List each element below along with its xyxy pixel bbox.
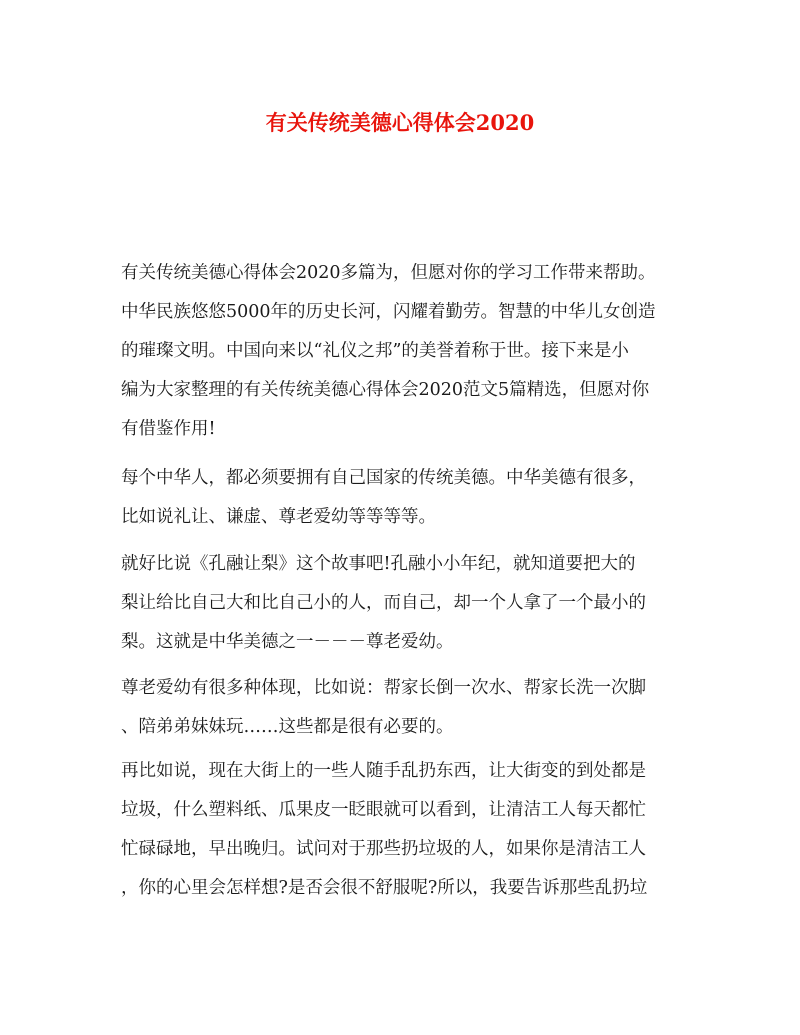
body-line: 有借鉴作用! — [121, 419, 216, 439]
body-line: 、陪弟弟妹妹玩……这些都是很有必要的。 — [121, 717, 454, 737]
body-line: 的璀璨文明。中国向来以“礼仪之邦”的美誉着称于世。接下来是小 — [121, 341, 629, 361]
document-title: 有关传统美德心得体会2020 — [265, 110, 535, 135]
body-line: 忙碌碌地，早出晚归。试问对于那些扔垃圾的人，如果你是清洁工人 — [121, 839, 646, 859]
body-line: 中华民族悠悠5000年的历史长河，闪耀着勤劳。智慧的中华儿女创造 — [121, 302, 656, 322]
body-line: 梨。这就是中华美德之一－－－尊老爱幼。 — [121, 632, 454, 652]
body-line: 再比如说，现在大街上的一些人随手乱扔东西，让大街变的到处都是 — [121, 761, 646, 781]
body-line: 就好比说《孔融让梨》这个故事吧!孔融小小年纪，就知道要把大的 — [121, 554, 636, 574]
body-line: 垃圾，什么塑料纸、瓜果皮一眨眼就可以看到，让清洁工人每天都忙 — [121, 800, 646, 820]
body-line: ，你的心里会怎样想?是否会很不舒服呢?所以，我要告诉那些乱扔垃 — [121, 878, 648, 898]
body-line: 编为大家整理的有关传统美德心得体会2020范文5篇精选，但愿对你 — [121, 380, 650, 400]
body-line: 梨让给比自己大和比自己小的人，而自己，却一个人拿了一个最小的 — [121, 593, 646, 613]
body-line: 尊老爱幼有很多种体现，比如说：帮家长倒一次水、帮家长洗一次脚 — [121, 678, 646, 698]
body-line: 比如说礼让、谦虚、尊老爱幼等等等等。 — [121, 507, 436, 527]
body-line: 有关传统美德心得体会2020多篇为，但愿对你的学习工作带来帮助。 — [121, 263, 656, 283]
body-line: 每个中华人，都必须要拥有自己国家的传统美德。中华美德有很多， — [121, 468, 646, 488]
